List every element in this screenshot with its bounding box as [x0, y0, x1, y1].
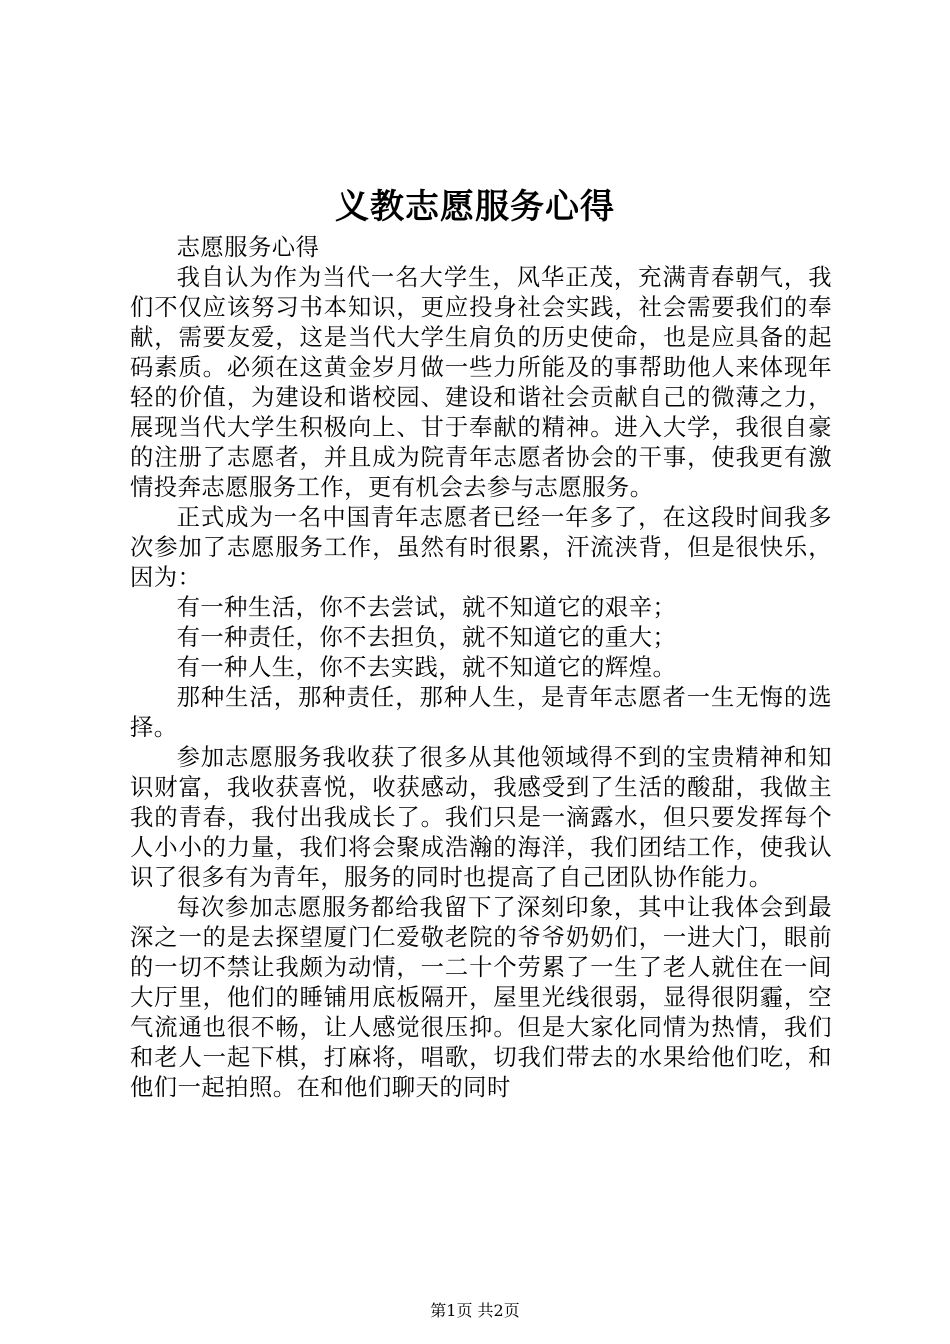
page-number-footer: 第1页 共2页	[430, 1301, 520, 1320]
paragraph: 参加志愿服务我收获了很多从其他领域得不到的宝贵精神和知识财富，我收获喜悦，收获感动，我感受到了生活的酸甜，我做主我的青春，我付出我成长了。我们只是一滴露水，但只要发挥每个人小小的力量，我们将会聚成浩瀚的海洋，我们团结工作，使我认识了很多有为青年，服务的同时也提高了自己团队协作能力。	[130, 744, 832, 891]
paragraph: 正式成为一名中国青年志愿者已经一年多了，在这段时间我多次参加了志愿服务工作，虽然有时很累，汗流浃背，但是很快乐，因为：	[130, 504, 832, 591]
paragraph: 每次参加志愿服务都给我留下了深刻印象，其中让我体会到最深之一的是去探望厦门仁爱敬老院的爷爷奶奶们，一进大门，眼前的一切不禁让我颇为动情，一二十个劳累了一生了老人就住在一间大厅里，他们的睡铺用底板隔开，屋里光线很弱，显得很阴霾，空气流通也很不畅，让人感觉很压抑。但是大家化同情为热情，我们和老人一起下棋，打麻将，唱歌，切我们带去的水果给他们吃，和他们一起拍照。在和他们聊天的同时	[130, 894, 832, 1101]
document-title: 义教志愿服务心得	[335, 187, 615, 227]
paragraph: 有一种责任，你不去担负，就不知道它的重大；	[176, 624, 677, 651]
paragraph: 我自认为作为当代一名大学生，风华正茂，充满青春朝气，我们不仅应该努习书本知识，更应投身社会实践，社会需要我们的奉献，需要友爱，这是当代大学生肩负的历史使命，也是应具备的起码素质。必须在这黄金岁月做一些力所能及的事帮助他人来体现年轻的价值，为建设和谐校园、建设和谐社会贡献自己的微薄之力，展现当代大学生积极向上、甘于奉献的精神。进入大学，我很自豪的注册了志愿者，并且成为院青年志愿者协会的干事，使我更有激情投奔志愿服务工作，更有机会去参与志愿服务。	[130, 264, 832, 501]
paragraph: 那种生活，那种责任，那种人生，是青年志愿者一生无悔的选择。	[130, 684, 832, 741]
paragraph: 有一种人生，你不去实践，就不知道它的辉煌。	[176, 654, 677, 681]
document-body	[130, 233, 832, 1103]
paragraph-subtitle: 志愿服务心得	[176, 234, 320, 261]
paragraph: 有一种生活，你不去尝试，就不知道它的艰辛；	[176, 594, 677, 621]
